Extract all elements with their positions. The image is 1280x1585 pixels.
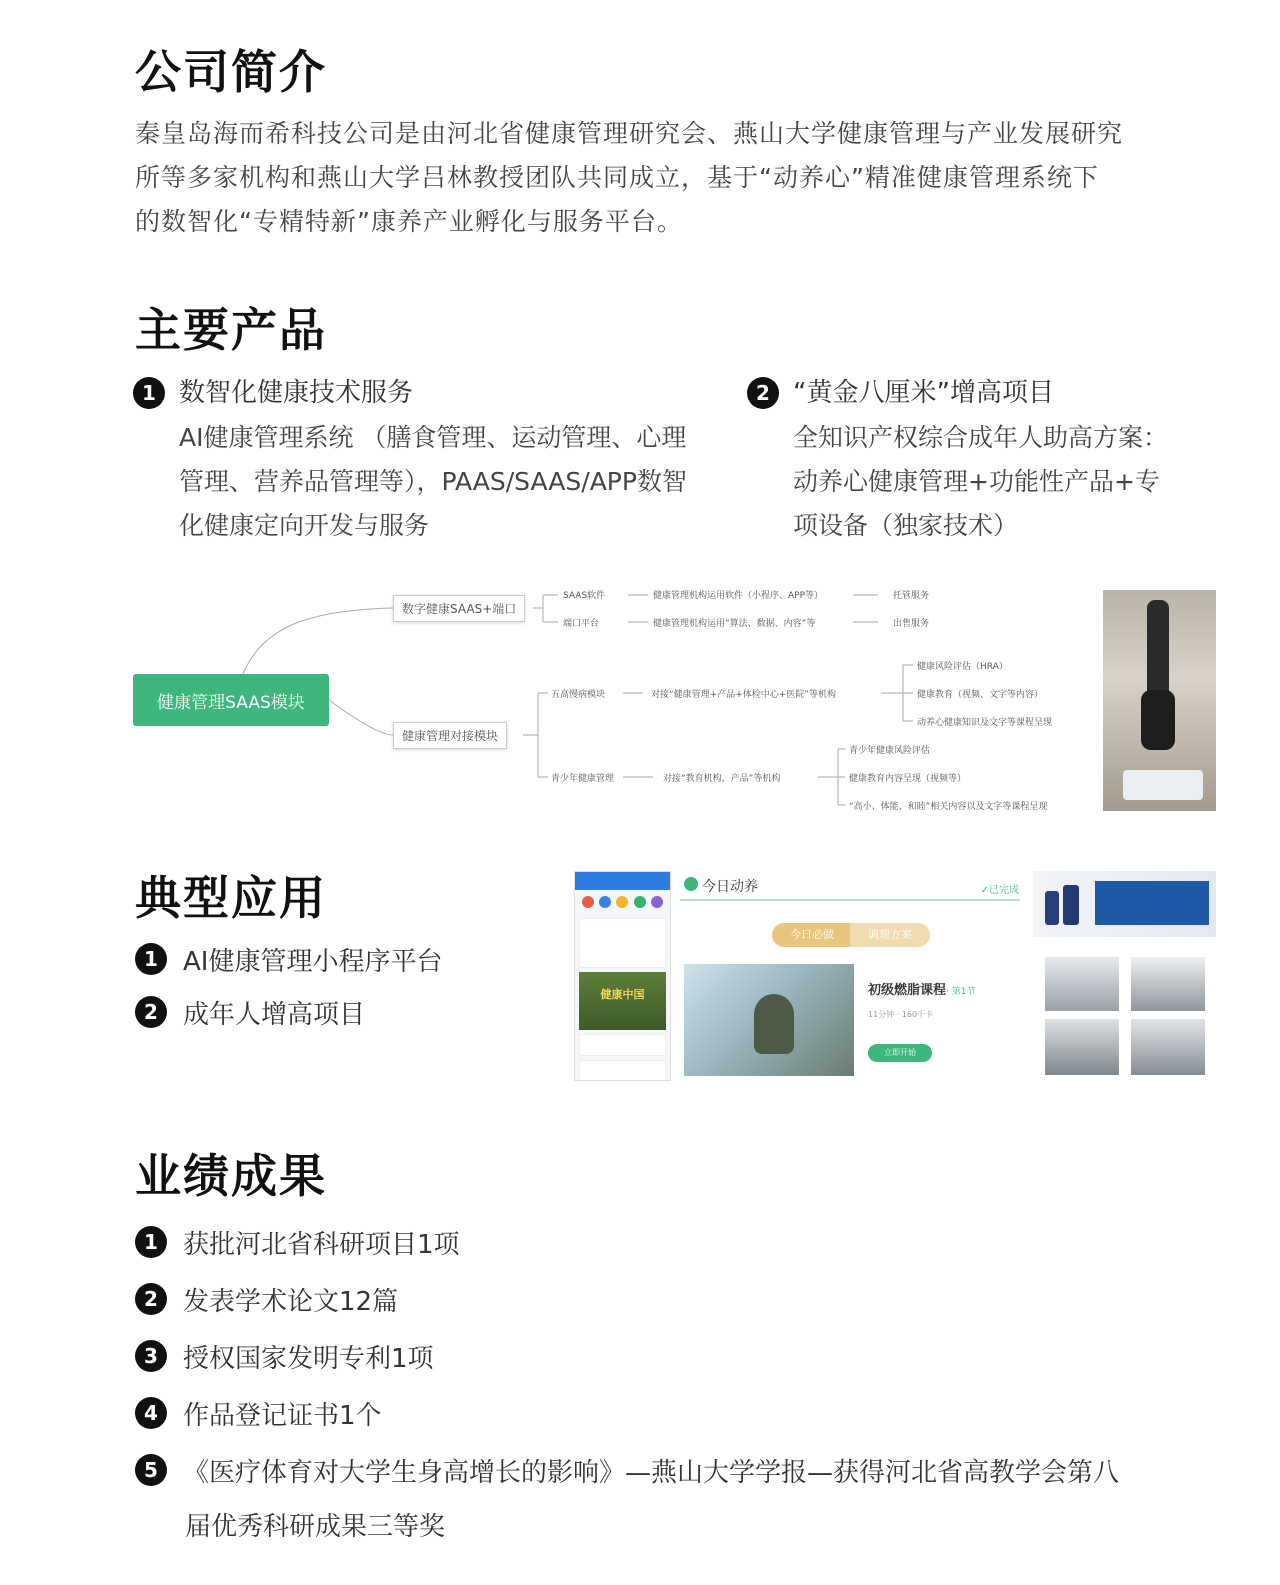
phone-icon-row bbox=[575, 890, 670, 914]
yoga-photo bbox=[684, 964, 854, 1076]
phone-card bbox=[579, 1060, 666, 1081]
mindmap-node: 健康管理机构运用“算法、数据、内容”等 bbox=[653, 619, 816, 629]
product-line: AI健康管理系统 （膳食管理、运动管理、心理 bbox=[179, 423, 687, 452]
person-figure bbox=[1147, 600, 1169, 700]
mindmap-node: 健康教育内容呈现（视频等） bbox=[849, 774, 967, 784]
mindmap-node: 健康教育（视频、文字等内容） bbox=[917, 690, 1044, 700]
app-icon bbox=[582, 896, 594, 908]
workout-screen bbox=[680, 871, 1025, 1081]
intro-line: 所等多家机构和燕山大学吕林教授团队共同成立，基于“动养心”精准健康管理系统下 bbox=[135, 163, 1099, 192]
app-icon bbox=[616, 896, 628, 908]
product-title: “黄金八厘米”增高项目 bbox=[793, 378, 1054, 408]
product-banner-image bbox=[1033, 871, 1216, 937]
results-heading: 业绩成果 bbox=[135, 1149, 327, 1203]
leaf-icon bbox=[684, 877, 698, 891]
connector bbox=[533, 595, 558, 622]
phone-banner: 健康中国 bbox=[579, 972, 666, 1030]
course-title: 初级燃脂课程 bbox=[868, 983, 947, 998]
app-icon bbox=[634, 896, 646, 908]
app-item-text: AI健康管理小程序平台 bbox=[183, 946, 443, 977]
mindmap-node: 青少年健康管理 bbox=[551, 774, 615, 784]
product-description bbox=[793, 416, 1233, 548]
result-text: 作品登记证书1个 bbox=[183, 1400, 382, 1431]
device-photo bbox=[1131, 957, 1205, 1011]
person-figure bbox=[1141, 690, 1175, 750]
phone-header bbox=[575, 872, 670, 890]
device-base bbox=[1123, 770, 1203, 800]
app-item-2 bbox=[135, 992, 365, 1032]
app-icon bbox=[651, 896, 663, 908]
connector bbox=[243, 608, 393, 674]
result-text: 授权国家发明专利1项 bbox=[183, 1343, 434, 1374]
mindmap-node: 健康管理机构运用软件（小程序、APP等） bbox=[653, 591, 824, 601]
result-text: 获批河北省科研项目1项 bbox=[183, 1229, 460, 1260]
mindmap-node: 对接“教育机构、产品”等机构 bbox=[663, 774, 781, 784]
number-badge: 2 bbox=[135, 1283, 167, 1315]
mindmap-node: 健康风险评估（HRA） bbox=[917, 662, 1008, 672]
mindmap-node: 出售服务 bbox=[893, 619, 930, 629]
product-line: 管理、营养品管理等），PAAS/SAAS/APP数智 bbox=[179, 467, 687, 496]
connector bbox=[523, 693, 548, 777]
course-title-row bbox=[868, 979, 975, 998]
product-description bbox=[179, 416, 729, 548]
number-badge: 2 bbox=[747, 377, 779, 409]
result-text: 《医疗体育对大学生身高增长的影响》—燕山大学学报—获得河北省高教学会第八 bbox=[183, 1457, 1120, 1488]
device-photo bbox=[1045, 957, 1119, 1011]
mindmap-branch: 数字健康SAAS+端口 bbox=[393, 595, 525, 622]
intro-line: 的数智化“专精特新”康养产业孵化与服务平台。 bbox=[135, 207, 683, 236]
number-badge: 3 bbox=[135, 1340, 167, 1372]
result-item-5 bbox=[135, 1450, 1225, 1490]
app-icon bbox=[599, 896, 611, 908]
mindmap-branch: 健康管理对接模块 bbox=[393, 722, 507, 749]
mindmap-node: 动养心健康知识及文字等课程呈现 bbox=[917, 718, 1053, 728]
product-line: 项设备（独家技术） bbox=[793, 511, 1019, 540]
result-item-5-continued bbox=[185, 1504, 445, 1544]
result-item-4 bbox=[135, 1393, 382, 1433]
intro-heading: 公司简介 bbox=[135, 45, 327, 99]
mindmap-node: 对接“健康管理+产品+体检中心+医院”等机构 bbox=[651, 690, 836, 700]
result-item-3 bbox=[135, 1336, 434, 1376]
mindmap-root: 健康管理SAAS模块 bbox=[133, 674, 329, 726]
apps-heading: 典型应用 bbox=[135, 871, 327, 925]
yoga-figure bbox=[754, 994, 794, 1054]
connector bbox=[329, 700, 393, 735]
mindmap-diagram bbox=[133, 575, 1103, 820]
mindmap-node: SAAS软件 bbox=[563, 591, 606, 601]
start-button[interactable]: 立即开始 bbox=[868, 1044, 932, 1062]
mindmap-node: “高小、体能、和睦”相关内容以及文字等课程呈现 bbox=[849, 802, 1048, 812]
mindmap-node: 端口平台 bbox=[563, 619, 600, 629]
mindmap-node: 五高慢病模块 bbox=[551, 690, 606, 700]
divider bbox=[680, 899, 1020, 901]
phone-screenshot bbox=[574, 871, 671, 1081]
tab-today[interactable]: 今日必做 bbox=[772, 923, 852, 947]
app-item-text: 成年人增高项目 bbox=[183, 999, 366, 1030]
number-badge: 1 bbox=[135, 1226, 167, 1258]
app-item-1 bbox=[135, 939, 442, 979]
result-text: 发表学术论文12篇 bbox=[183, 1286, 399, 1317]
course-lesson: · 第1节 bbox=[946, 987, 976, 997]
height-device-photo bbox=[1103, 590, 1216, 811]
number-badge: 4 bbox=[135, 1397, 167, 1429]
mindmap-node: 青少年健康风险评估 bbox=[849, 746, 931, 756]
device-photo bbox=[1045, 1019, 1119, 1075]
number-badge: 2 bbox=[135, 996, 167, 1028]
device-photo-grid bbox=[1041, 947, 1211, 1081]
product-box bbox=[1095, 881, 1209, 925]
course-meta: 11分钟 · 160千卡 bbox=[868, 1010, 934, 1019]
phone-card bbox=[579, 1034, 666, 1056]
number-badge: 1 bbox=[133, 377, 165, 409]
screen-title: 今日动养 bbox=[702, 879, 758, 895]
products-heading: 主要产品 bbox=[135, 303, 327, 357]
product-line: 全知识产权综合成年人助高方案： bbox=[793, 423, 1169, 452]
screen-status: ✓已完成 bbox=[980, 885, 1019, 896]
bottle-shape bbox=[1045, 891, 1059, 925]
intro-paragraph bbox=[135, 112, 1225, 244]
phone-card bbox=[579, 918, 666, 968]
bottle-shape bbox=[1063, 885, 1079, 925]
tab-plan[interactable]: 调理方案 bbox=[850, 923, 930, 947]
result-item-1 bbox=[135, 1222, 460, 1262]
product-line: 动养心健康管理+功能性产品+专 bbox=[793, 467, 1160, 496]
result-item-2 bbox=[135, 1279, 398, 1319]
device-photo bbox=[1131, 1019, 1205, 1075]
product-line: 化健康定向开发与服务 bbox=[179, 511, 430, 540]
result-text: 届优秀科研成果三等奖 bbox=[185, 1511, 446, 1542]
number-badge: 5 bbox=[135, 1454, 167, 1486]
number-badge: 1 bbox=[135, 943, 167, 975]
mindmap-node: 托管服务 bbox=[893, 591, 930, 601]
intro-line: 秦皇岛海而希科技公司是由河北省健康管理研究会、燕山大学健康管理与产业发展研究 bbox=[135, 119, 1124, 148]
product-title: 数智化健康技术服务 bbox=[179, 378, 414, 408]
